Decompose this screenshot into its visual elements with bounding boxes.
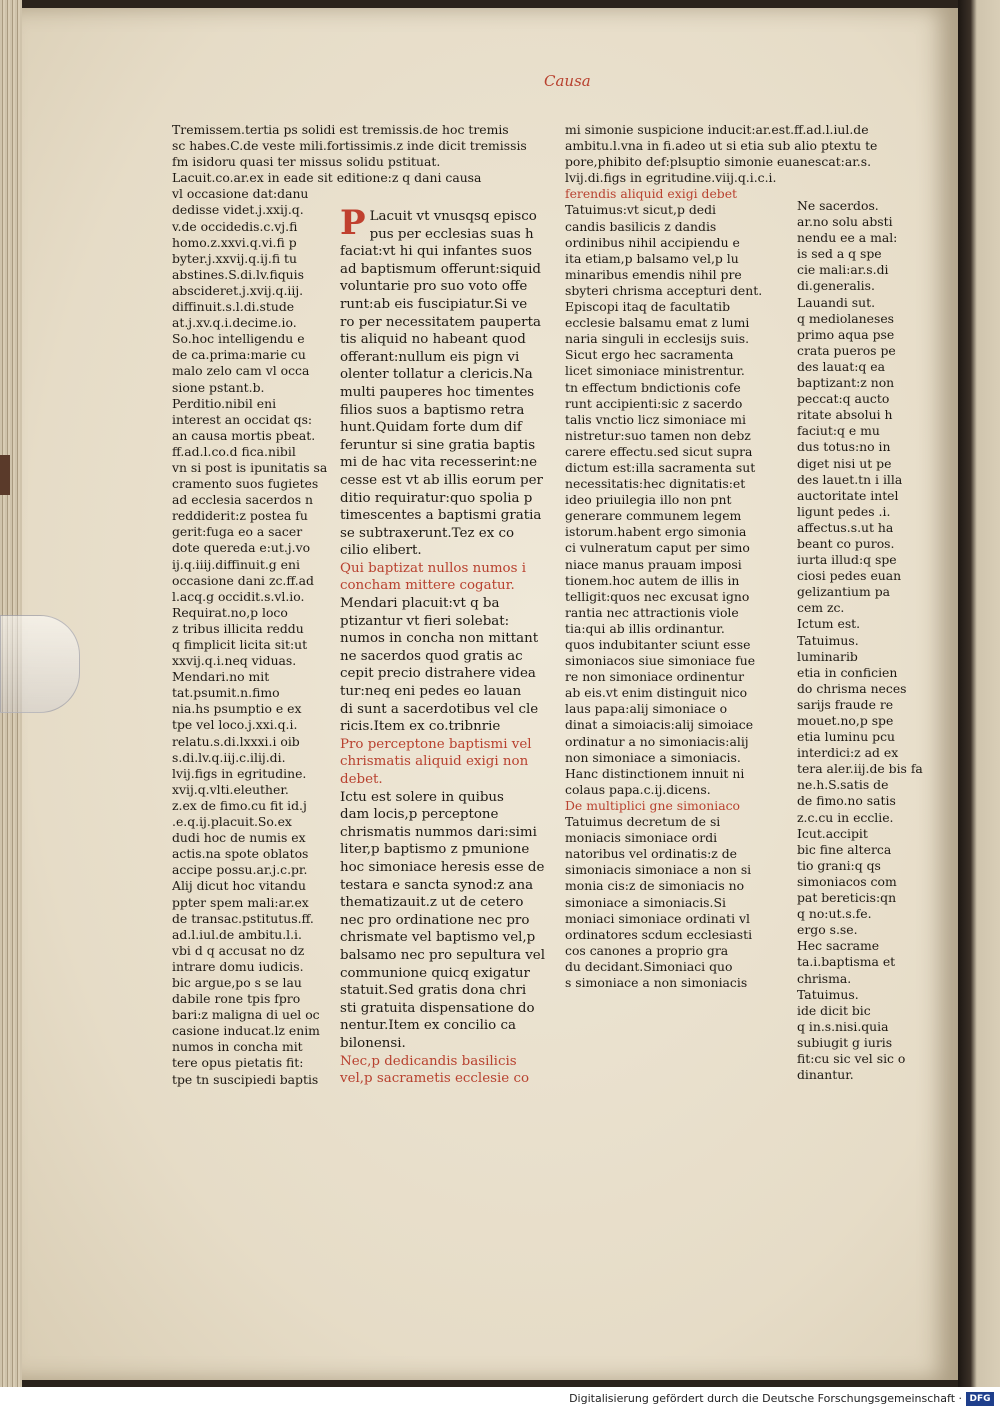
text-line: mouet.no,p spe [797, 713, 894, 728]
text-line: moniaci simoniace ordinati vl [565, 910, 750, 926]
text-line: accipe possu.ar.j.c.pr. [172, 862, 308, 878]
text-line: subiugit g iuris [797, 1034, 893, 1050]
text-line: Lacuit.co.ar.ex in eade sit editione:z q dani causa [172, 170, 482, 186]
text-line: Sicut ergo hec sacramenta [565, 347, 734, 363]
text-line: niace manus prauam imposi [565, 556, 742, 572]
text-line: tio grani:q qs [797, 857, 881, 873]
bookmark-tab [0, 455, 10, 495]
text-line: ta.i.baptisma et [797, 954, 896, 970]
text-line: bic argue,po s se lau [172, 974, 302, 990]
text-line: Mendari placuit:vt q ba [340, 596, 500, 612]
text-line: fm isidoru quasi ter missus solidu pstituat. [172, 154, 441, 170]
text-line: cepit precio distrahere videa [340, 666, 536, 682]
text-line: ij.q.iiij.diffinuit.g eni [172, 556, 300, 572]
text-line: liter,p baptismo z pmunione [340, 842, 530, 858]
text-line: offerant:nullum eis pign vi [340, 349, 520, 365]
text-line: filios suos a baptismo retra [340, 402, 525, 418]
text-line: sti gratuita dispensatione do [340, 1000, 535, 1016]
text-line: So.hoc intelligendu e [172, 331, 305, 347]
text-line: ordinibus nihil accipiendu e [565, 234, 740, 250]
text-line: ditio requiratur:quo spolia p [340, 490, 533, 506]
text-line: s.di.lv.q.iij.c.ilij.di. [172, 749, 286, 765]
text-line: z.c.cu in ecclie. [797, 809, 894, 825]
text-line: byter.j.xxvij.q.ij.fi tu [172, 250, 298, 266]
text-line: occasione dani zc.ff.ad [172, 572, 314, 588]
text-line: cramento suos fugietes [172, 476, 319, 492]
text-line: abscideret.j.xvij.q.iij. [172, 282, 304, 298]
gloss-column-right [797, 198, 923, 1083]
text-line: Pro perceptone baptismi vel [340, 736, 532, 752]
text-line: ad baptismum offerunt:siquid [340, 261, 541, 277]
text-line: dinantur. [797, 1067, 854, 1083]
text-line: is sed a q spe [797, 246, 882, 262]
text-line: crata pueros pe [797, 342, 896, 358]
text-line: non simoniace a simoniacis. [565, 749, 741, 765]
text-line: nentur.Item ex concilio ca [340, 1018, 516, 1034]
text-line: simoniacos siue simoniace fue [565, 653, 756, 669]
text-line: lvij.figs in egritudine. [172, 765, 307, 781]
text-line: Ne sacerdos. [797, 198, 879, 213]
text-line: istorum.habent ergo simonia [565, 524, 747, 540]
text-line: des lauat:q ea [797, 358, 886, 374]
text-line: simoniace a simoniacis.Si [565, 894, 726, 910]
text-line: beant co puros. [797, 535, 895, 551]
text-line: multi pauperes hoc timentes [340, 384, 535, 400]
text-line: gerit:fuga eo a sacer [172, 524, 303, 540]
text-line: de transac.pstitutus.ff. [172, 910, 314, 926]
text-line: pus per ecclesias suas h [369, 226, 534, 242]
text-line: Tatuimus. [797, 632, 859, 648]
text-line: bilonensi. [340, 1035, 406, 1051]
text-line: ordinatores scdum ecclesiasti [565, 926, 753, 942]
text-line: chrismate vel baptismo vel,p [340, 930, 536, 946]
text-line: monia cis:z de simoniacis no [565, 878, 745, 894]
text-line: gelizantium pa [797, 584, 891, 600]
text-line: interdici:z ad ex [797, 745, 899, 761]
text-line: sarijs fraude re [797, 696, 894, 712]
text-line: mi simonie suspicione inducit:ar.est.ff.ad.l.iul.de [565, 122, 869, 137]
text-line: tn effectum bndictionis cofe [565, 379, 741, 395]
text-line: cem zc. [797, 600, 845, 616]
text-line: Perditio.nibil eni [172, 395, 277, 411]
text-line: dam locis,p perceptone [340, 807, 499, 823]
text-line: telligit:quos nec excusat igno [565, 588, 750, 604]
text-line: vl occasione dat:danu [172, 186, 309, 202]
text-line: ricis.Item ex co.tribnrie [340, 719, 501, 735]
text-line: dictum est:illa sacramenta sut [565, 459, 756, 475]
text-line: cilio elibert. [340, 543, 422, 559]
text-line: mi de hac vita recesserint:ne [340, 455, 537, 471]
text-line: ppter spem mali:ar.ex [172, 894, 309, 910]
text-line: di.generalis. [797, 278, 875, 294]
text-line: de fimo.no satis [797, 793, 896, 809]
text-line: testara e sancta synod:z ana [340, 877, 534, 893]
text-line: casione inducat.lz enim [172, 1023, 320, 1039]
text-line: runt:ab eis fuscipiatur.Si ve [340, 296, 528, 312]
text-line: Lacuit vt vnusqsq episco [369, 209, 537, 224]
text-line: ciosi pedes euan [797, 568, 902, 584]
text-line: Tatuimus:vt sicut,p dedi [565, 202, 716, 218]
text-line: hunt.Quidam forte dum dif [340, 420, 522, 436]
text-line: ptizantur vt fieri solebat: [340, 613, 510, 629]
text-line: concham mittere cogatur. [340, 578, 515, 594]
text-line: homo.z.xxvi.q.vi.fi p [172, 234, 297, 250]
book-gutter [958, 0, 1000, 1387]
text-line: ro per necessitatem pauperta [340, 314, 541, 330]
book-page [22, 8, 958, 1380]
funding-note: Digitalisierung gefördert durch die Deutsche Forschungsgemeinschaft · [569, 1392, 962, 1405]
text-line: z.ex de fimo.cu fit id.j [172, 797, 307, 813]
text-line: q mediolaneses [797, 310, 895, 326]
text-line: ambitu.l.vna in fi.adeo ut si etia sub alio ptextu te [565, 138, 878, 154]
text-line: ne sacerdos quod gratis ac [340, 648, 523, 664]
text-line: De multiplici gne simoniaco [565, 797, 740, 813]
text-line: faciat:vt hi qui infantes suos [340, 244, 533, 260]
text-line: q fimplicit licita sit:ut [172, 637, 308, 652]
text-line: re non simoniace ordinentur [565, 669, 745, 685]
text-line: affectus.s.ut ha [797, 519, 894, 535]
text-line: ideo priuilegia illo non pnt [565, 492, 732, 508]
text-line: candis basilicis z dandis [565, 218, 717, 234]
text-line: peccat:q aucto [797, 391, 890, 407]
text-line: dinat a simoiacis:alij simoiace [565, 717, 754, 733]
text-line: fit:cu sic vel sic o [797, 1050, 906, 1066]
text-line: licet simoniace ministrentur. [565, 363, 745, 379]
text-line: Requirat.no,p loco [172, 604, 288, 620]
text-line: Tatuimus decretum de si [565, 814, 721, 830]
text-line: at.j.xv.q.i.decime.io. [172, 315, 297, 331]
text-line: necessitatis:hec dignitatis:et [565, 476, 746, 492]
text-line: tera aler.iij.de bis fa [797, 761, 923, 777]
text-line: malo zelo cam vl occa [172, 363, 310, 379]
text-line: dedisse videt.j.xxij.q. [172, 202, 304, 218]
text-line: Tremissem.tertia ps solidi est tremissis.de hoc tremis [172, 122, 509, 137]
text-line: bic fine alterca [797, 841, 892, 857]
footer-bar [0, 1387, 1000, 1412]
text-line: ab eis.vt enim distinguit nico [565, 685, 748, 701]
text-line: balsamo nec pro sepultura vel [340, 947, 545, 963]
text-line: hoc simoniace heresis esse de [340, 859, 545, 875]
dfg-logo: DFG [966, 1392, 994, 1406]
text-line: ad ecclesia sacerdos n [172, 492, 314, 508]
text-line: luminarib [797, 648, 858, 664]
text-line: nia.hs psumptio e ex [172, 701, 302, 717]
text-line: diget nisi ut pe [797, 455, 892, 471]
text-line: pore,phibito def:plsuptio simonie euanescat:ar.s. [565, 154, 872, 170]
text-line: actis.na spote oblatos [172, 846, 309, 862]
text-line: ita etiam,p balsamo vel,p lu [565, 250, 739, 266]
text-line: Tatuimus. [797, 986, 859, 1002]
text-line: s simoniace a non simoniacis [565, 974, 748, 990]
text-line: ad.l.iul.de ambitu.l.i. [172, 926, 302, 942]
text-line: timescentes a baptismi gratia [340, 508, 542, 524]
text-line: bari:z maligna di uel oc [172, 1007, 320, 1023]
text-line: Alij dicut hoc vitandu [172, 878, 306, 894]
text-line: faciut:q e mu [797, 423, 880, 439]
text-line: talis vnctio licz simoniace mi [565, 411, 746, 427]
text-line: tat.psumit.n.fimo [172, 685, 280, 701]
text-line: Nec,p dedicandis basilicis [340, 1053, 517, 1069]
text-line: tis aliquid no habeant quod [340, 332, 526, 348]
text-line: statuit.Sed gratis dona chri [340, 983, 527, 999]
text-line: tpe vel loco.j.xxi.q.i. [172, 717, 298, 733]
text-line: Hec sacrame [797, 938, 880, 954]
text-line: abstines.S.di.lv.fiquis [172, 266, 304, 282]
text-line: xxvij.q.i.neq viduas. [172, 653, 297, 669]
text-line: Lauandi sut. [797, 294, 876, 310]
text-line: etia luminu pcu [797, 729, 896, 745]
text-line: do chrisma neces [797, 680, 907, 696]
text-line: se subtraxerunt.Tez ex co [340, 525, 515, 541]
text-line: .e.q.ij.placuit.So.ex [172, 814, 292, 830]
text-line: q in.s.nisi.quia [797, 1018, 889, 1034]
text-line: moniacis simoniace ordi [565, 830, 718, 846]
text-line: pat bereticis:qn [797, 890, 897, 906]
text-line: Hanc distinctionem innuit ni [565, 765, 745, 781]
text-line: iurta illud:q spe [797, 552, 897, 568]
text-line: diffinuit.s.l.di.stude [172, 299, 295, 315]
text-line: baptizant:z non [797, 375, 895, 391]
text-line: nistretur:suo tamen non debz [565, 427, 751, 443]
text-line: Icut.accipit [797, 825, 868, 841]
text-line: Ictu est solere in quibus [340, 789, 504, 805]
text-line: quos indubitanter sciunt esse [565, 637, 751, 652]
text-line: lvij.di.figs in egritudine.viij.q.i.c.i. [565, 170, 777, 186]
text-line: voluntarie pro suo voto offe [340, 279, 528, 295]
text-line: Qui baptizat nullos numos i [340, 560, 527, 576]
text-line: ligunt pedes .i. [797, 503, 891, 519]
text-line: relatu.s.di.lxxxi.i oib [172, 733, 300, 749]
text-line: sbyteri chrisma accepturi dent. [565, 282, 763, 298]
text-line: Episcopi itaq de facultatib [565, 299, 731, 315]
text-line: ci vulneratum caput per simo [565, 540, 750, 556]
text-line: chrisma. [797, 970, 852, 986]
text-line: runt accipienti:sic z sacerdo [565, 395, 743, 411]
decorated-initial: P [340, 203, 366, 243]
text-line: naria singuli in ecclesijs suis. [565, 331, 750, 347]
text-line: rantia nec attractionis viole [565, 604, 739, 620]
text-line: auctoritate intel [797, 487, 899, 503]
text-line: tionem.hoc autem de illis in [565, 572, 740, 588]
text-line: vbi d q accusat no dz [172, 942, 305, 958]
text-line: ide dicit bic [797, 1002, 871, 1018]
text-line: chrismatis nummos dari:simi [340, 824, 537, 840]
text-line: tia:qui ab illis ordinantur. [565, 620, 725, 636]
text-line: q no:ut.s.fe. [797, 906, 872, 922]
text-line: primo aqua pse [797, 326, 895, 342]
text-line: nendu ee a mal: [797, 230, 898, 246]
text-line: tpe tn suscipiedi baptis [172, 1071, 319, 1087]
text-line: dus totus:no in [797, 439, 891, 455]
text-line: minaribus emendis nihil pre [565, 266, 742, 282]
text-line: cos canones a proprio gra [565, 942, 729, 958]
text-line: ritate absolui h [797, 407, 893, 423]
text-line: generare communem legem [565, 508, 742, 524]
text-line: nec pro ordinatione nec pro [340, 912, 530, 928]
text-line: ecclesie balsamu emat z lumi [565, 315, 750, 331]
text-line: thematizauit.z ut de cetero [340, 895, 524, 911]
text-line: di sunt a sacerdotibus vel cle [340, 701, 539, 717]
text-line: etia in conficien [797, 664, 898, 680]
text-line: numos in concha non mittant [340, 631, 539, 647]
text-line: natoribus vel ordinatis:z de [565, 846, 737, 862]
text-line: chrismatis aliquid exigi non [340, 754, 529, 770]
text-line: debet. [340, 772, 383, 787]
text-line: de ca.prima:marie cu [172, 347, 306, 363]
text-line: vn si post is ipunitatis sa [172, 459, 328, 475]
text-line: olenter tollatur a clericis.Na [340, 367, 533, 383]
text-line: ff.ad.l.co.d fica.nibil [172, 443, 296, 459]
text-line: reddiderit:z postea fu [172, 508, 308, 524]
text-line: sc habes.C.de veste mili.fortissimis.z inde dicit tremissis [172, 138, 527, 154]
text-line: an causa mortis pbeat. [172, 427, 316, 443]
text-line: interest an occidat qs: [172, 411, 313, 427]
text-line: colaus papa.c.ij.dicens. [565, 781, 711, 797]
text-line: tur:neq eni pedes eo lauan [340, 684, 522, 700]
page-clip [0, 615, 80, 713]
text-line: numos in concha mit [172, 1039, 303, 1055]
text-line: laus papa:alij simoniace o [565, 701, 728, 717]
text-line: cesse est vt ab illis eorum per [340, 472, 543, 488]
text-line: ne.h.S.satis de [797, 777, 889, 793]
text-line: communione quicq exigatur [340, 965, 530, 981]
text-line: dote quereda e:ut.j.vo [172, 540, 311, 556]
text-line: intrare domu iudicis. [172, 958, 304, 974]
text-line: dabile rone tpis fpro [172, 991, 301, 1007]
text-line: l.acq.g occidit.s.vl.io. [172, 588, 305, 604]
text-line: sione pstant.b. [172, 379, 265, 395]
running-head: Causa [544, 72, 591, 90]
text-line: simoniacis simoniace a non si [565, 862, 752, 878]
text-line: cie mali:ar.s.di [797, 262, 889, 278]
text-line: ordinatur a no simoniacis:alij [565, 733, 749, 749]
text-line: z tribus illicita reddu [172, 620, 304, 636]
text-line: Mendari.no mit [172, 669, 270, 685]
text-line: simoniacos com [797, 873, 897, 889]
text-line: des lauet.tn i illa [797, 471, 903, 487]
text-line: carere effectu.sed sicut supra [565, 443, 753, 459]
text-line: ar.no solu absti [797, 214, 893, 230]
text-line: feruntur si sine gratia baptis [340, 437, 536, 453]
text-line: vel,p sacrametis ecclesie co [340, 1071, 530, 1087]
text-line: tere opus pietatis fit: [172, 1055, 304, 1071]
text-line: ferendis aliquid exigi debet [565, 186, 738, 202]
text-line: v.de occidedis.c.vj.fi [172, 218, 298, 234]
text-line: xvij.q.vlti.eleuther. [172, 781, 289, 797]
text-line: Ictum est. [797, 616, 861, 632]
main-text-column-1 [340, 203, 545, 1088]
text-line: dudi hoc de numis ex [172, 830, 306, 846]
text-line: du decidant.Simoniaci quo [565, 958, 733, 974]
text-line: ergo s.se. [797, 922, 858, 938]
